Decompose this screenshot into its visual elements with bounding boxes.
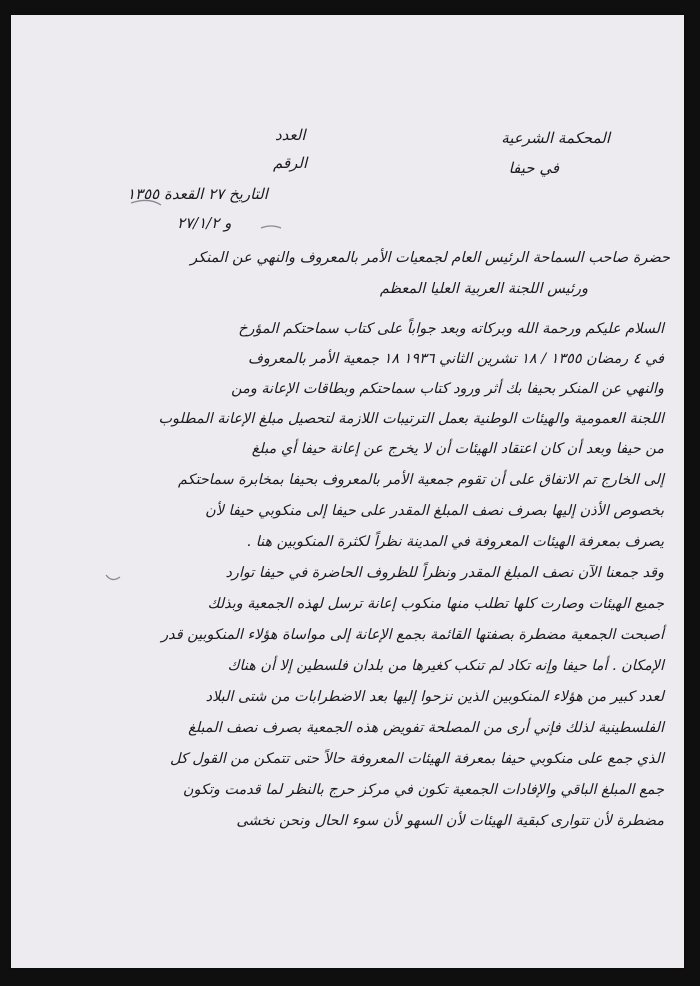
reference-date-gregorian: و ٢٧/١/٢ (177, 214, 232, 232)
addressee-line2: ورئيس اللجنة العربية العليا المعظم (379, 281, 588, 297)
body-line: في ٤ رمضان ١٣٥٥ / ١٨ تشرين الثاني ١٩٣٦ ١٨ جمعية الأمر بالمعروف (247, 351, 664, 367)
body-line: اللجنة العمومية والهيئات الوطنية بعمل الترتيبات اللازمة لتحصيل مبلغ الإعانة المطلوب (158, 411, 664, 427)
body-line: بخصوص الأذن إليها بصرف نصف المبلغ المقدر على حيفا إلى منكوبي حيفا لأن (205, 503, 664, 519)
body-line: يصرف بمعرفة الهيئات المعروفة في المدينة نظراً لكثرة المنكوبين هنا . (246, 534, 664, 550)
body-line: وقد جمعنا الآن نصف المبلغ المقدر ونظراً للظروف الحاضرة في حيفا توارد (225, 565, 664, 581)
body-line: إلى الخارج تم الاتفاق على أن تقوم جمعية الأمر بالمعروف بحيفا بمخابرة سماحتكم (178, 472, 664, 488)
addressee-line1: حضرة صاحب السماحة الرئيس العام لجمعيات الأمر بالمعروف والنهي عن المنكر (190, 250, 670, 266)
body-line: الذي جمع على منكوبي حيفا بمعرفة الهيئات المعروفة حالاً حتى تتمكن من القول كل (169, 751, 664, 767)
body-line: أصبحت الجمعية مضطرة بصفتها القائمة بجمع الإعانة إلى مواساة هؤلاء المنكوبين قدر (161, 627, 664, 643)
body-line: الإمكان . أما حيفا وإنه تكاد لم تنكب كغيرها من بلدان فلسطين إلا أن هناك (227, 658, 664, 674)
body-line: لعدد كبير من هؤلاء المنكوبين الذين نزحوا إليها بعد الاضطرابات من شتى البلاد (205, 689, 664, 705)
body-line: جميع الهيئات وصارت كلها تطلب منها منكوب إعانة ترسل لهذه الجمعية وبذلك (207, 596, 664, 612)
letter-sheet (11, 15, 684, 968)
reference-date-hijri: التاريخ ٢٧ القعدة ١٣٥٥ (127, 185, 268, 203)
body-line: السلام عليكم ورحمة الله وبركاته وبعد جواباً على كتاب سماحتكم المؤرخ (238, 321, 664, 337)
body-line: مضطرة لأن تتوارى كبقية الهيئات لأن السهو لأن سوء الحال ونحن نخشى (236, 813, 664, 829)
letterhead-org-line1: المحكمة الشرعية (501, 129, 610, 147)
letterhead-org-line2: في حيفا (508, 159, 559, 177)
body-line: من حيفا وبعد أن كان اعتقاد الهيئات أن لا يخرج عن إعانة حيفا أي مبلغ (251, 441, 664, 457)
body-line: الفلسطينية لذلك فإني أرى من المصلحة تفويض هذه الجمعية بصرف نصف المبلغ (188, 720, 664, 736)
body-line: جمع المبلغ الباقي والإفادات الجمعية تكون في مركز حرج بالنظر لما قدمت وتكون (182, 782, 664, 798)
reference-ref-label: الرقم (273, 154, 308, 172)
body-line: والنهي عن المنكر بحيفا بك أثر ورود كتاب سماحتكم وبطاقات الإعانة ومن (231, 381, 664, 397)
reference-number-label: العدد (275, 126, 306, 144)
